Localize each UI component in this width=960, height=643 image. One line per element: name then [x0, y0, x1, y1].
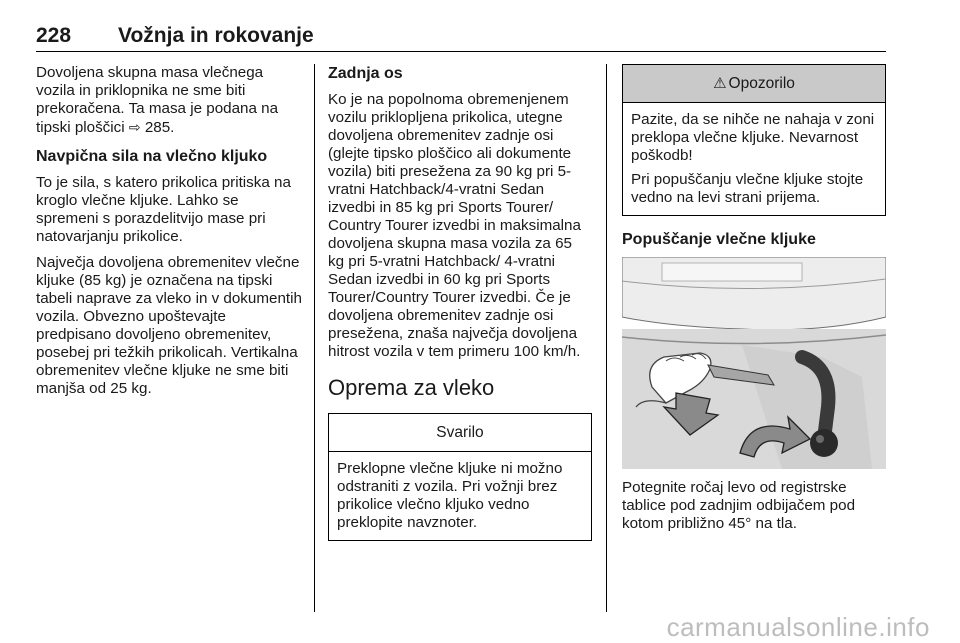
warning-title: Opozorilo — [728, 75, 795, 92]
notice-title: Svarilo — [329, 414, 591, 452]
column-divider-2 — [606, 64, 607, 612]
paragraph-rear-axle: Ko je na popolnoma obremenjenem vozilu priklopljena prikolica, utegne dovoljena obremenitev zadnje osi (glejte tipsko ploščico ali dokumente vozila) biti presežena za 90 kg pri 5-vratni Hatchback/4-vratni Sedan izvedbi in 85 kg pri Sports Tourer/ Country Tourer izvedbi in maksimalna dovoljena skupna masa vozila za 65 kg pri 5-vratni Hatchback/ 4-vratni Sedan izvedbi in 60 kg pri Sports Tourer/Country Tourer izvedbi. Če je dovoljena obremenitev zadnje osi presežena, znaša največja dovoljena hitrost vozila v tem primeru 100 km/h. — [328, 91, 581, 360]
watermark: carmanualsonline.info — [666, 612, 930, 642]
heading-release-hook: Popuščanje vlečne kljuke — [622, 231, 816, 248]
page-number: 228 — [36, 24, 72, 47]
warning-text-1: Pazite, da se nihče ne nahaja v zoni preklopa vlečne kljuke. Nevarnost poškodb! — [631, 111, 875, 164]
reference-arrow-icon[interactable]: ⇨ — [128, 119, 141, 135]
header-rule — [36, 51, 886, 52]
page-reference[interactable]: 285. — [144, 119, 175, 136]
warning-triangle-icon: ⚠ — [713, 75, 727, 92]
column-divider-1 — [314, 64, 315, 612]
heading-vertical-load: Navpična sila na vlečno kljuko — [36, 148, 268, 165]
paragraph-vertical-load-definition: To je sila, s katero prikolica pritiska na kroglo vlečne kljuke. Lahko se spremeni s porazdelitvijo mase pri natovarjanju prikolice. — [36, 174, 291, 245]
page-footer — [0, 612, 960, 642]
column-1 — [36, 64, 304, 406]
figure-caption: Potegnite ročaj levo od registrske tablice pod zadnjim odbijačem pod kotom približno 45° na tla. — [622, 479, 856, 532]
page-header — [36, 24, 886, 50]
column-2 — [328, 64, 592, 541]
heading-rear-axle: Zadnja os — [328, 65, 403, 82]
notice-text: Preklopne vlečne kljuke ni možno odstraniti z vozila. Pri vožnji brez prikolice vlečno kljuko vedno preklopite navznoter. — [337, 460, 563, 531]
section-title: Vožnja in rokovanje — [118, 24, 314, 47]
warning-box — [622, 64, 886, 216]
heading-towing-equipment: Oprema za vleko — [328, 375, 495, 400]
intro-paragraph: Dovoljena skupna masa vlečnega vozila in priklopnika ne sme biti prekoračena. Ta masa je podana na tipski ploščici ⇨ 285. — [36, 64, 279, 136]
warning-text-2: Pri popuščanju vlečne kljuke stojte vedno na levi strani prijema. — [631, 171, 864, 206]
warning-header — [623, 65, 885, 103]
tow-hook-release-illustration — [622, 257, 886, 469]
paragraph-max-load: Največja dovoljena obremenitev vlečne kljuke (85 kg) je označena na tipski tabeli naprave za vleko in v dokumentih vozila. Obvezno upoštevajte predpisano dovoljeno obremenitev, posebej pri težkih prikolicah. Vertikalna obremenitev vlečne kljuke ne sme biti manjša od 25 kg. — [36, 254, 302, 397]
notice-box — [328, 413, 592, 541]
column-3 — [622, 64, 886, 541]
